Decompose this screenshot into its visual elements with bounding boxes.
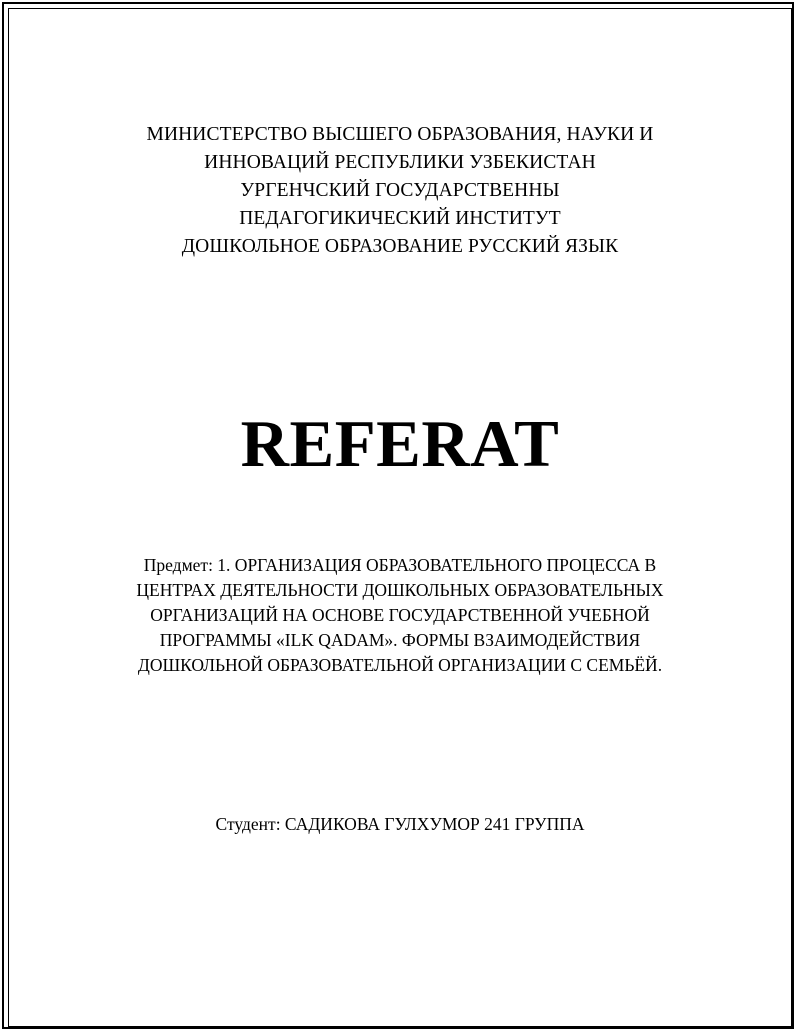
header-line-department: ДОШКОЛЬНОЕ ОБРАЗОВАНИЕ РУССКИЙ ЯЗЫК [181,236,619,257]
header-line-republic: ИННОВАЦИЙ РЕСПУБЛИКИ УЗБЕКИСТАН [204,152,596,173]
student-info: Студент: САДИКОВА ГУЛХУМОР 241 ГРУППА [215,814,585,834]
header-line-ministry: МИНИСТЕРСТВО ВЫСШЕГО ОБРАЗОВАНИЯ, НАУКИ И [146,124,654,145]
header-line-institute: ПЕДАГОГИКИЧЕСКИЙ ИНСТИТУТ [239,208,561,229]
subject-block [0,553,800,678]
subject-line-5: ДОШКОЛЬНОЙ ОБРАЗОВАТЕЛЬНОЙ ОРГАНИЗАЦИИ С СЕМЬЁЙ. [137,655,663,675]
subject-line-1: Предмет: 1. ОРГАНИЗАЦИЯ ОБРАЗОВАТЕЛЬНОГО ПРОЦЕССА В [143,555,657,575]
subject-line-2: ЦЕНТРАХ ДЕЯТЕЛЬНОСТИ ДОШКОЛЬНЫХ ОБРАЗОВАТЕЛЬНЫХ [136,580,664,600]
subject-line-4: ПРОГРАММЫ «ILK QADAM». ФОРМЫ ВЗАИМОДЕЙСТВИЯ [159,630,641,650]
header-line-university: УРГЕНЧСКИЙ ГОСУДАРСТВЕННЫ [240,180,560,201]
subject-line-3: ОРГАНИЗАЦИЙ НА ОСНОВЕ ГОСУДАРСТВЕННОЙ УЧЕБНОЙ [150,605,650,625]
document-title: REFERAT [240,407,560,481]
institution-header [0,121,800,261]
